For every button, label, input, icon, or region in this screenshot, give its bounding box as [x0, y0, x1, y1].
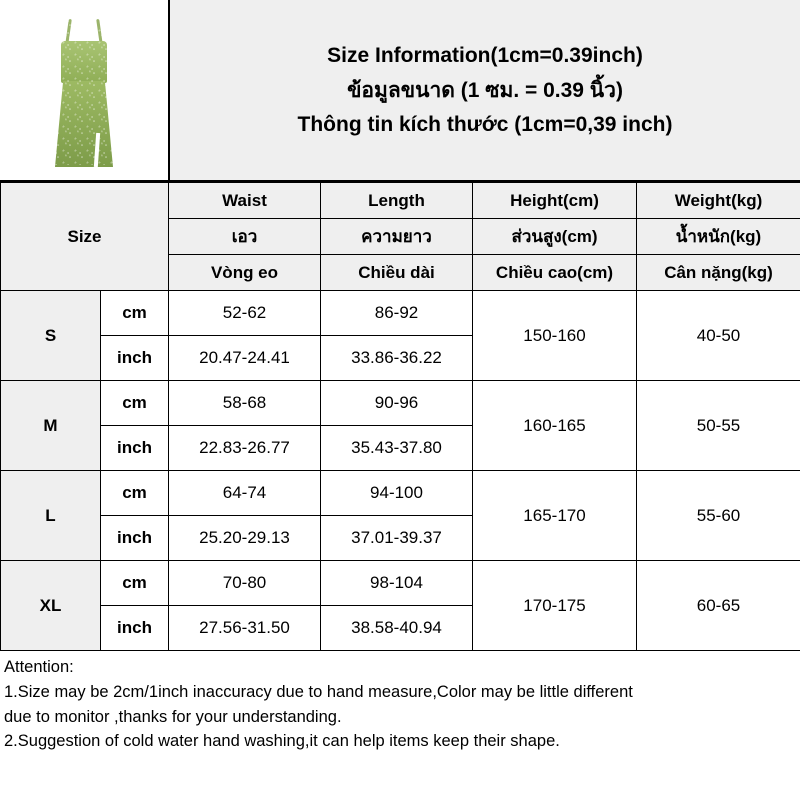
row-size-s: S: [1, 291, 101, 381]
m-length-cm: 90-96: [321, 381, 473, 426]
dress-slit: [94, 133, 100, 167]
s-weight: 40-50: [637, 291, 800, 381]
xl-length-cm: 98-104: [321, 561, 473, 606]
unit-cm: cm: [101, 381, 169, 426]
col-waist-th: เอว: [169, 219, 321, 255]
attention-line-3: 2.Suggestion of cold water hand washing,it can help items keep their shape.: [4, 732, 560, 751]
s-waist-cm: 52-62: [169, 291, 321, 336]
xl-height: 170-175: [473, 561, 637, 651]
size-table: [0, 182, 800, 651]
unit-inch: inch: [101, 336, 169, 381]
attention-line-1: 1.Size may be 2cm/1inch inaccuracy due to hand measure,Color may be little different: [4, 682, 633, 701]
l-waist-inch: 25.20-29.13: [169, 516, 321, 561]
row-size-l: L: [1, 471, 101, 561]
unit-cm: cm: [101, 291, 169, 336]
xl-waist-cm: 70-80: [169, 561, 321, 606]
m-waist-cm: 58-68: [169, 381, 321, 426]
table-row: [1, 291, 800, 336]
unit-cm: cm: [101, 561, 169, 606]
col-height-th: ส่วนสูง(cm): [473, 219, 637, 255]
title-line-th: ข้อมูลขนาด (1 ซม. = 0.39 นิ้ว): [347, 78, 623, 102]
header: [0, 0, 800, 182]
dress-bodice: [61, 41, 107, 83]
s-length-cm: 86-92: [321, 291, 473, 336]
table-row: [1, 471, 800, 516]
dress-skirt: [55, 81, 113, 167]
col-height-en: Height(cm): [473, 183, 637, 219]
m-weight: 50-55: [637, 381, 800, 471]
unit-cm: cm: [101, 471, 169, 516]
l-length-cm: 94-100: [321, 471, 473, 516]
s-height: 150-160: [473, 291, 637, 381]
unit-inch: inch: [101, 426, 169, 471]
attention-block: [0, 651, 800, 754]
header-titles: [170, 0, 800, 180]
size-header-cell: Size: [1, 183, 169, 291]
col-weight-en: Weight(kg): [637, 183, 800, 219]
s-waist-inch: 20.47-24.41: [169, 336, 321, 381]
m-waist-inch: 22.83-26.77: [169, 426, 321, 471]
table-row: [1, 561, 800, 606]
s-length-inch: 33.86-36.22: [321, 336, 473, 381]
col-waist-en: Waist: [169, 183, 321, 219]
l-height: 165-170: [473, 471, 637, 561]
l-length-inch: 37.01-39.37: [321, 516, 473, 561]
col-weight-vi: Cân nặng(kg): [637, 255, 800, 291]
attention-title: Attention:: [4, 658, 74, 676]
col-weight-th: น้ำหนัก(kg): [637, 219, 800, 255]
attention-line-2: due to monitor ,thanks for your understanding.: [4, 707, 342, 726]
unit-inch: inch: [101, 516, 169, 561]
table-row: [1, 381, 800, 426]
row-size-xl: XL: [1, 561, 101, 651]
product-image: [0, 0, 170, 180]
xl-waist-inch: 27.56-31.50: [169, 606, 321, 651]
m-length-inch: 35.43-37.80: [321, 426, 473, 471]
col-waist-vi: Vòng eo: [169, 255, 321, 291]
xl-length-inch: 38.58-40.94: [321, 606, 473, 651]
dress-illustration: [49, 15, 119, 165]
title-line-en: Size Information(1cm=0.39inch): [327, 43, 643, 67]
m-height: 160-165: [473, 381, 637, 471]
col-length-th: ความยาว: [321, 219, 473, 255]
col-length-en: Length: [321, 183, 473, 219]
unit-inch: inch: [101, 606, 169, 651]
col-length-vi: Chiều dài: [321, 255, 473, 291]
l-weight: 55-60: [637, 471, 800, 561]
title-line-vi: Thông tin kích thước (1cm=0,39 inch): [297, 112, 673, 136]
l-waist-cm: 64-74: [169, 471, 321, 516]
table-header-row-en: [1, 183, 800, 219]
col-height-vi: Chiều cao(cm): [473, 255, 637, 291]
row-size-m: M: [1, 381, 101, 471]
xl-weight: 60-65: [637, 561, 800, 651]
